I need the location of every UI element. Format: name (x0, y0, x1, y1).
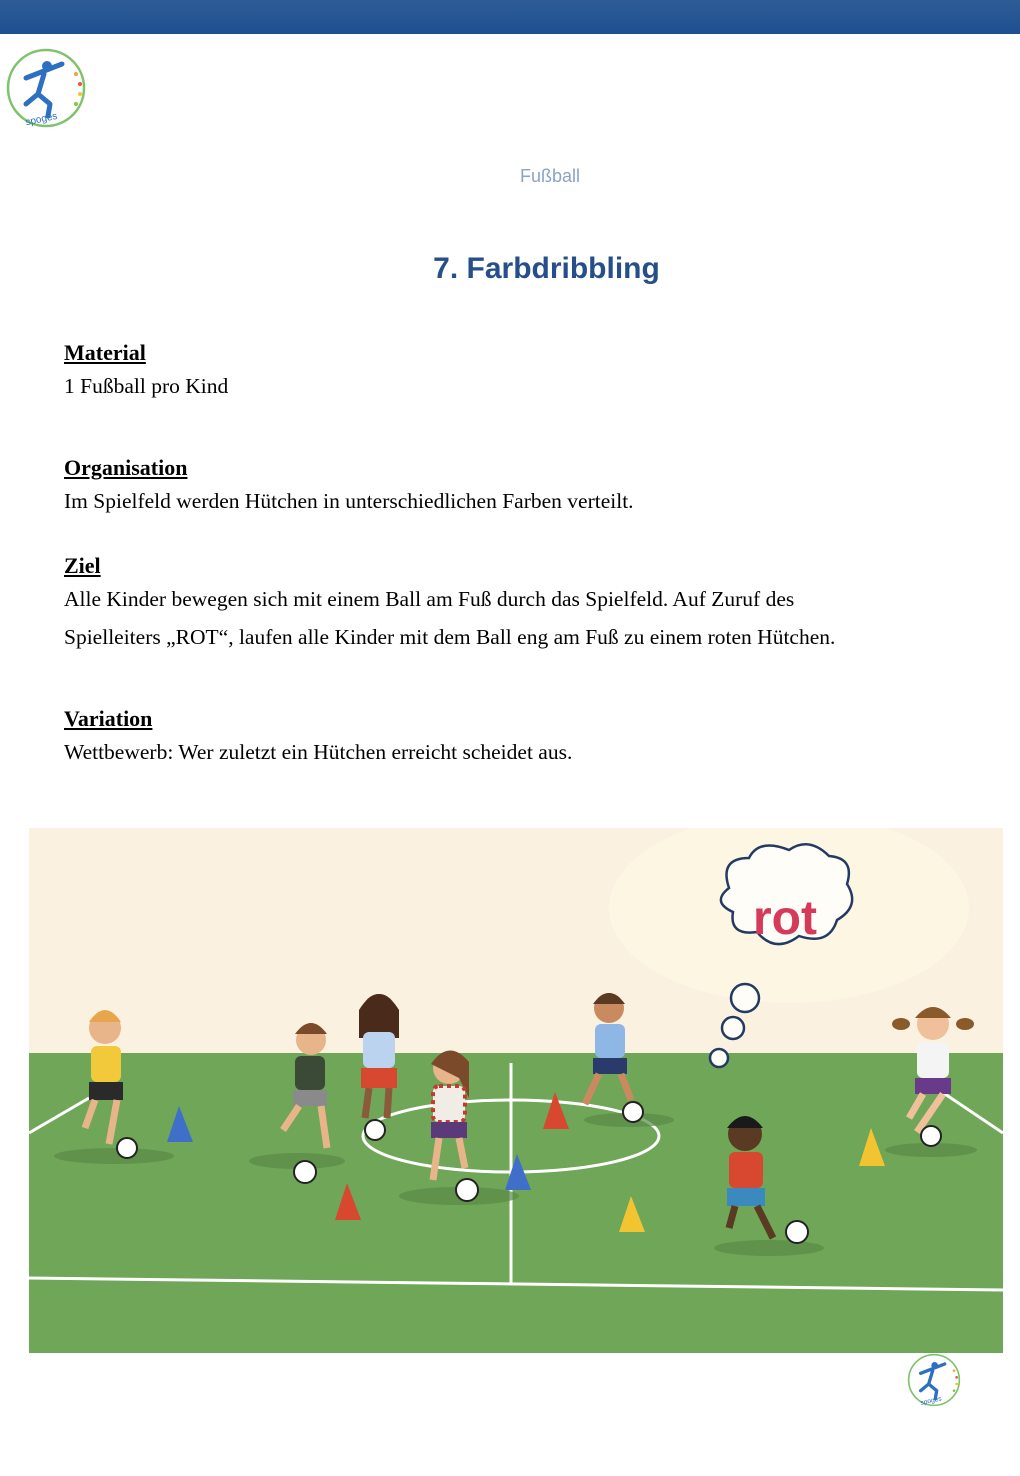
football-illustration (29, 828, 1003, 1353)
ziel-text-line-1: Alle Kinder bewegen sich mit einem Ball am Fuß durch das Spielfeld. Auf Zuruf des (64, 587, 795, 611)
pitch (29, 1053, 1003, 1353)
thought-bubble-text: rot (753, 892, 817, 945)
spoges-logo-small (906, 1352, 962, 1408)
variation-text: Wettbewerb: Wer zuletzt ein Hütchen erreicht scheidet aus. (64, 740, 573, 764)
spoges-logo (4, 46, 88, 130)
ziel-text-line-2: Spielleiters „ROT“, laufen alle Kinder mit dem Ball eng am Fuß zu einem roten Hütchen. (64, 625, 836, 649)
logo-text: spoges (24, 110, 59, 129)
organisation-heading: Organisation (64, 455, 188, 480)
organisation-section (64, 454, 984, 520)
subject-label: Fußball (519, 166, 581, 186)
page-title: 7. Farbdribbling (433, 252, 660, 285)
ziel-heading: Ziel (64, 553, 101, 578)
top-bar (0, 0, 1020, 34)
variation-section (64, 705, 984, 771)
ziel-section (64, 552, 984, 656)
variation-heading: Variation (64, 706, 153, 731)
material-section (64, 339, 984, 405)
material-heading: Material (64, 340, 146, 365)
logo-small-text: spoges (919, 1395, 943, 1407)
material-text: 1 Fußball pro Kind (64, 374, 229, 398)
organisation-text: Im Spielfeld werden Hütchen in unterschiedlichen Farben verteilt. (64, 489, 634, 513)
